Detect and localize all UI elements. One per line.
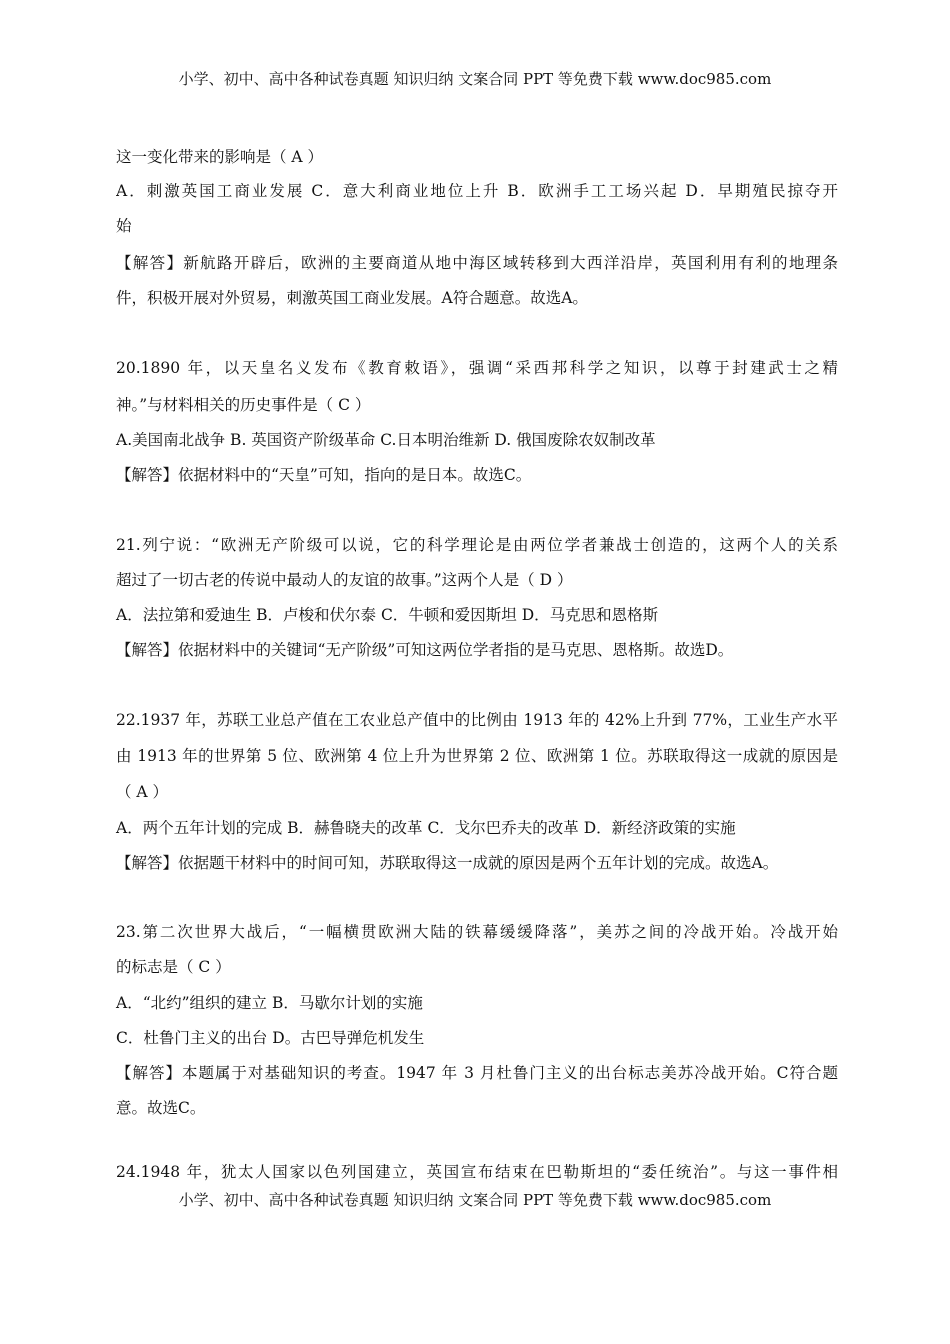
answer-options-ab: A．“北约”组织的建立 B．马歇尔计划的实施 (116, 994, 423, 1012)
question-stem: 22.1937 年，苏联工业总产值在工农业总产值中的比例由 1913 年的 42%上升到 77%，工业生产水平 (116, 711, 838, 729)
solution: 【解答】新航路开辟后，欧洲的主要商道从地中海区域转移到大西洋沿岸，英国利用有利的地理条 (116, 254, 838, 272)
question-stem: 23.第二次世界大战后，“一幅横贯欧洲大陆的铁幕缓缓降落”，美苏之间的冷战开始。冷战开始 (116, 923, 838, 941)
answer-options: A．法拉第和爱迪生 B．卢梭和伏尔泰 C．牛顿和爱因斯坦 D．马克思和恩格斯 (116, 606, 659, 624)
question-stem-continued: 超过了一切古老的传说中最动人的友谊的故事。”这两个人是（ D ） (116, 571, 573, 589)
question-stem: 20.1890 年，以天皇名义发布《教育敕语》，强调“采西邦科学之知识，以尊于封建武士之精 (116, 359, 838, 377)
answer-options: A．两个五年计划的完成 B．赫鲁晓夫的改革 C．戈尔巴乔夫的改革 D．新经济政策的实施 (116, 819, 736, 837)
solution-continued: 意。故选C。 (116, 1099, 206, 1117)
answer-options: A.美国南北战争 B. 英国资产阶级革命 C.日本明治维新 D. 俄国废除农奴制改革 (116, 431, 656, 449)
question-stem-continued: 由 1913 年的世界第 5 位、欧洲第 4 位上升为世界第 2 位、欧洲第 1 位。苏联取得这一成就的原因是 (116, 747, 838, 765)
solution-continued: 件，积极开展对外贸易，刺激英国工商业发展。A符合题意。故选A。 (116, 289, 588, 307)
solution: 【解答】本题属于对基础知识的考查。1947 年 3 月杜鲁门主义的出台标志美苏冷战开始。C符合题 (116, 1064, 838, 1082)
answer-blank: （ A ） (116, 783, 169, 801)
solution: 【解答】依据材料中的关键词“无产阶级”可知这两位学者指的是马克思、恩格斯。故选D。 (116, 641, 734, 659)
answer-options-cd: C．杜鲁门主义的出台 D。古巴导弹危机发生 (116, 1029, 425, 1047)
answer-options: A．刺激英国工商业发展 C．意大利商业地位上升 B．欧洲手工工场兴起 D．早期殖民掠夺开 (116, 182, 838, 200)
question-stem: 这一变化带来的影响是（ A ） (116, 148, 324, 166)
question-stem: 24.1948 年，犹太人国家以色列国建立，英国宣布结束在巴勒斯坦的“委任统治”。与这一事件相 (116, 1163, 838, 1181)
answer-options-continued: 始 (116, 217, 132, 235)
page-footer: 小学、初中、高中各种试卷真题 知识归纳 文案合同 PPT 等免费下载 www.doc985.com (178, 1191, 772, 1209)
solution: 【解答】依据题干材料中的时间可知，苏联取得这一成就的原因是两个五年计划的完成。故选A。 (116, 854, 779, 872)
page-header: 小学、初中、高中各种试卷真题 知识归纳 文案合同 PPT 等免费下载 www.doc985.com (178, 70, 772, 88)
question-stem-continued: 的标志是（ C ） (116, 958, 231, 976)
question-stem-continued: 神。”与材料相关的历史事件是（ C ） (116, 396, 371, 414)
solution: 【解答】依据材料中的“天皇”可知，指向的是日本。故选C。 (116, 466, 532, 484)
question-stem: 21.列宁说：“欧洲无产阶级可以说，它的科学理论是由两位学者兼战士创造的，这两个人的关系 (116, 536, 838, 554)
